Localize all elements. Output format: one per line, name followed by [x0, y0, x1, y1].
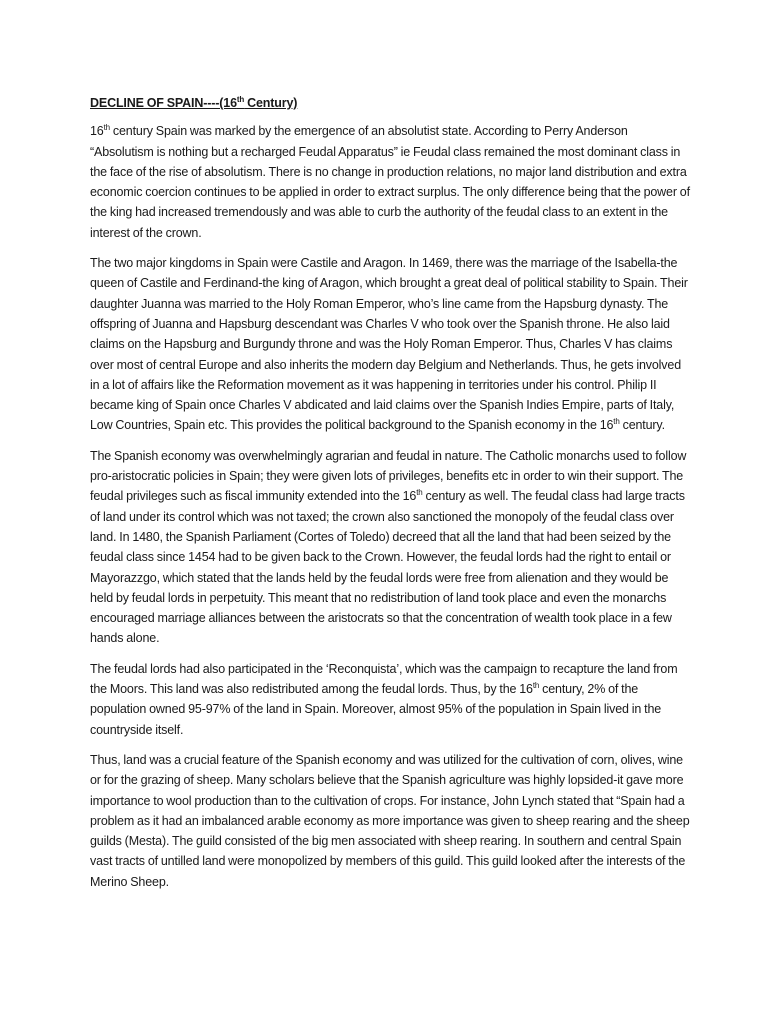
paragraph-text: The two major kingdoms in Spain were Castile and Aragon. In 1469, there was the marriage of the Isabella-the queen of Castile and Ferdinand-the king of Aragon, which brought a great deal of political stability to Spain. Their daughter Juanna was married to the Holy Roman Emperor, who’s line came from the Hapsburg dynasty. The offspring of Juanna and Hapsburg descendant was Charles V who took over the Spanish throne. He also laid claims on the Hapsburg and Burgundy throne and was the Holy Roman Emperor. Thus, Charles V has claims over most of central Europe and also inherits the modern day Belgium and Netherlands. Thus, he gets involved in a lot of affairs like the Reformation movement as it was happening in territories under his control. Philip II became king of Spain once Charles V abdicated and laid claims over the Spanish Indies Empire, parts of Italy, Low Countries, Spain etc. This provides the political background to the Spanish economy in the 16 — [90, 256, 688, 433]
paragraph-text: century as well. The feudal class had large tracts of land under its control which was not taxed; the crown also sanctioned the monopoly of the feudal class over land. In 1480, the Spanish Parliament (Cortes of Toledo) decreed that all the land that had been seized by the feudal class since 1454 had to be given back to the Crown. However, the feudal lords had the right to entail or Mayorazzgo, which stated that the lands held by the feudal lords were free from alienation and they would be held by feudal lords in perpetuity. This meant that no redistribution of land took place and even the monarchs encouraged marriage alliances between the aristocrats so that the concentration of wealth took place in a few hands alone. — [90, 489, 685, 646]
title-superscript: th — [236, 94, 245, 104]
paragraph-absolutism — [90, 121, 690, 243]
paragraph-reconquista — [90, 659, 690, 740]
paragraph-economy — [90, 446, 690, 649]
superscript: th — [532, 680, 540, 690]
paragraph-land-use — [90, 750, 690, 892]
paragraph-text: century. — [619, 418, 665, 433]
document-page — [90, 93, 690, 902]
title-text-tail: Century) — [244, 96, 298, 110]
superscript: th — [613, 417, 620, 427]
title-text: DECLINE OF SPAIN----(16 — [90, 96, 237, 110]
paragraph-kingdoms — [90, 253, 690, 436]
superscript: th — [103, 123, 110, 133]
document-title — [90, 93, 690, 113]
paragraph-text: century Spain was marked by the emergence of an absolutist state. According to Perry Anderson “Absolutism is nothing but a recharged Feudal Apparatus” ie Feudal class remained the most dominant class in the face of the rise of absolutism. There is no change in production relations, no major land distribution and extra economic coercion continues to be applied in order to extract surplus. The only difference being that the power of the king had increased tremendously and was able to curb the authority of the feudal class to an extent in the interest of the crown. — [90, 124, 690, 240]
paragraph-text: The Spanish economy was overwhelmingly agrarian and feudal in nature. The Catholic monarchs used to follow pro-aristocratic policies in Spain; they were given lots of privileges, benefits etc in order to win their support. The feudal privileges such as fiscal immunity extended into the 16 — [90, 448, 687, 504]
superscript: th — [416, 488, 423, 498]
paragraph-text: 16 — [90, 124, 104, 139]
paragraph-text: century, 2% of the population owned 95-97% of the land in Spain. Moreover, almost 95% of the population in Spain lived in the countryside itself. — [90, 682, 662, 737]
paragraph-text: Thus, land was a crucial feature of the Spanish economy and was utilized for the cultivation of corn, olives, wine or for the grazing of sheep. Many scholars believe that the Spanish agriculture was highly lopsided-it gave more importance to wool production than to the cultivation of crops. For instance, John Lynch stated that “Spain had a problem as it had an imbalanced arable economy as more importance was given to sheep rearing and the sheep guilds (Mesta). The guild consisted of the big men associated with sheep rearing. In southern and central Spain vast tracts of untilled land were monopolized by members of this guild. This guild looked after the interests of the Merino Sheep. — [90, 752, 690, 889]
paragraph-text: The feudal lords had also participated in the ‘Reconquista’, which was the campaign to recapture the land from the Moors. This land was also redistributed among the feudal lords. Thus, by the 16 — [90, 661, 678, 697]
